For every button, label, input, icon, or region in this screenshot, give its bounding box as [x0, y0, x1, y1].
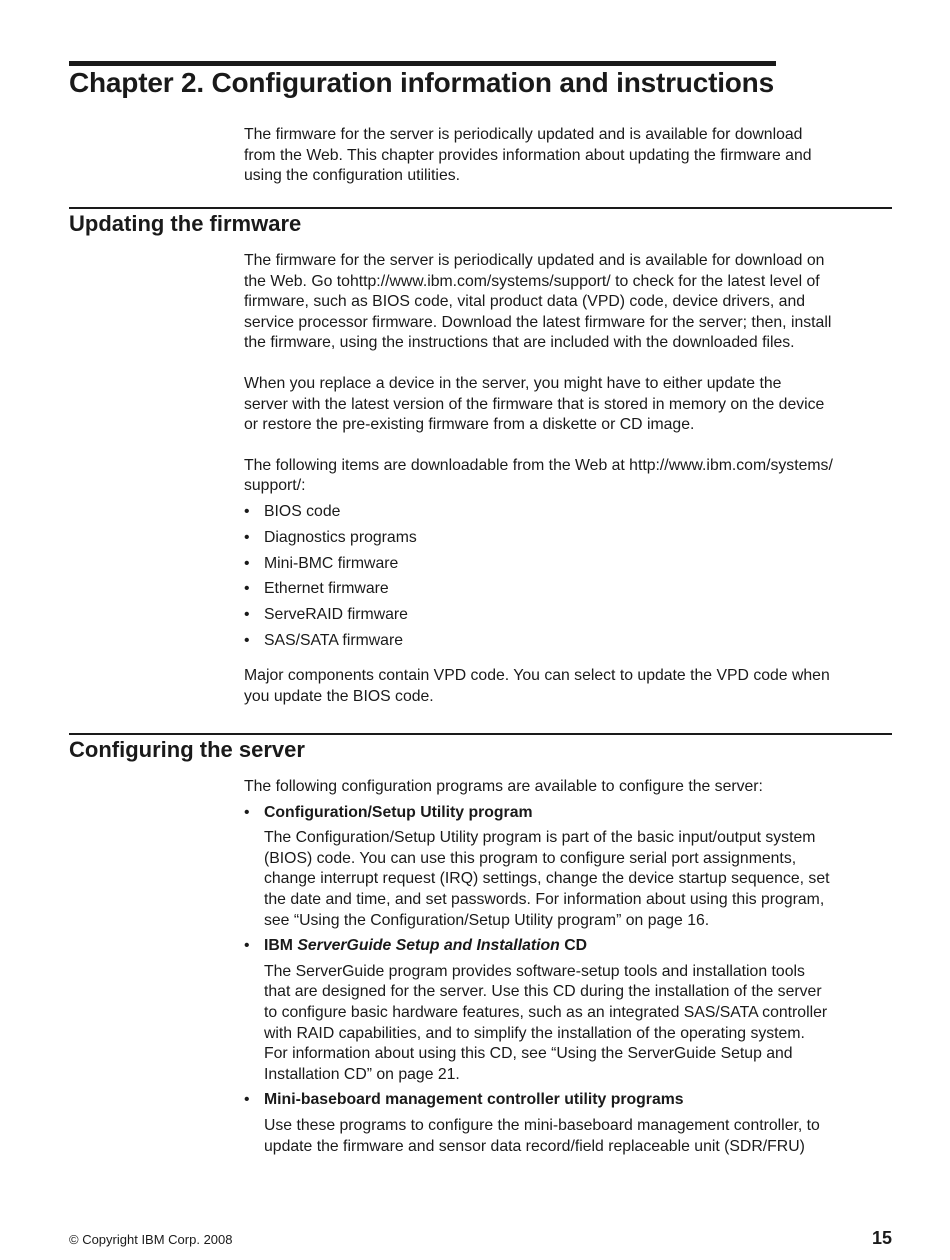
text-line: firmware, such as BIOS code, vital product data (VPD) code, device drivers, and — [244, 293, 806, 311]
heading-italic: ServerGuide Setup and Installation — [297, 937, 560, 955]
text-line: The following configuration programs are available to configure the server: — [244, 778, 763, 795]
chapter-intro — [244, 125, 892, 187]
text-line: you update the BIOS code. — [244, 688, 434, 706]
program-description — [264, 1116, 892, 1157]
page-number: 15 — [871, 1228, 892, 1248]
text-line: the Web. Go tohttp://www.ibm.com/systems/support/ to check for the latest level of — [244, 272, 820, 290]
text-line: support/: — [244, 477, 306, 495]
text-line: the firmware, using the instructions that are included with the downloaded files. — [244, 334, 795, 352]
text-line: The ServerGuide program provides software-setup tools and installation tools — [264, 962, 805, 980]
text-line: that are designed for the server. Use this CD during the installation of the server — [264, 983, 822, 1001]
copyright-notice: © Copyright IBM Corp. 2008 — [69, 1232, 233, 1247]
section-title-configuring: Configuring the server — [69, 737, 305, 762]
bullet: • — [244, 803, 250, 821]
heading-suffix: CD — [559, 937, 588, 955]
list-item: • Mini-BMC firmware — [244, 554, 892, 575]
text-line: server with the latest version of the firmware that is stored in memory on the device — [244, 395, 825, 413]
program-heading — [264, 936, 892, 957]
configuring-section-body — [244, 777, 892, 1162]
text-line: For information about using this CD, see “Using the ServerGuide Setup and — [264, 1045, 793, 1063]
text-line: from the Web. This chapter provides information about updating the firmware and — [244, 146, 812, 164]
section-title-updating: Updating the firmware — [69, 211, 302, 236]
heading-prefix: IBM — [264, 937, 298, 955]
section-rule — [69, 207, 892, 209]
list-item: • Ethernet firmware — [244, 579, 892, 600]
bullet: • — [244, 937, 250, 955]
section-rule — [69, 733, 892, 735]
text-line: service processor firmware. Download the latest firmware for the server; then, install — [244, 313, 832, 331]
text-line: change interrupt request (IRQ) settings, change the device startup sequence, set — [264, 870, 830, 888]
program-item-setup-utility — [244, 803, 892, 932]
program-item-mini-bmc — [244, 1090, 892, 1157]
download-list — [244, 502, 892, 652]
list-item: • SAS/SATA firmware — [244, 631, 892, 652]
program-item-serverguide — [244, 936, 892, 1085]
text-line: The Configuration/Setup Utility program is part of the basic input/output system — [264, 829, 816, 847]
list-item: • BIOS code — [244, 502, 892, 523]
text-line: Installation CD” on page 21. — [264, 1065, 460, 1083]
text-line: Use these programs to configure the mini-baseboard management controller, to — [264, 1116, 820, 1134]
text-line: Major components contain VPD code. You can select to update the VPD code when — [244, 667, 830, 685]
updating-section-body — [244, 251, 892, 708]
chapter-rule — [69, 61, 776, 66]
paragraph — [244, 374, 892, 436]
text-line: with RAID capabilities, and to simplify the installation of the operating system. — [264, 1024, 805, 1042]
program-description — [264, 828, 892, 931]
list-item: • ServeRAID firmware — [244, 605, 892, 626]
chapter-title: Chapter 2. Configuration information and instructions — [69, 67, 774, 98]
text-line: When you replace a device in the server, you might have to either update the — [244, 374, 782, 392]
paragraph — [244, 666, 892, 707]
text-line: The firmware for the server is periodically updated and is available for download on — [244, 252, 825, 269]
paragraph — [244, 456, 892, 497]
list-item: • Diagnostics programs — [244, 528, 892, 549]
text-line: The firmware for the server is periodically updated and is available for download — [244, 126, 803, 143]
paragraph — [244, 777, 892, 798]
text-line: to configure basic hardware features, such as an integrated SAS/SATA controller — [264, 1003, 828, 1021]
bullet: • — [244, 1091, 250, 1109]
text-line: see “Using the Configuration/Setup Utility program” on page 16. — [264, 911, 710, 929]
text-line: using the configuration utilities. — [244, 167, 461, 185]
text-line: The following items are downloadable from the Web at http://www.ibm.com/systems/ — [244, 456, 833, 474]
text-line: or restore the pre-existing firmware from a diskette or CD image. — [244, 416, 695, 434]
text-line: update the firmware and sensor data record/field replaceable unit (SDR/FRU) — [264, 1137, 805, 1155]
program-heading: Mini-baseboard management controller utility programs — [264, 1091, 684, 1109]
paragraph — [244, 251, 892, 354]
program-description — [264, 962, 892, 1086]
program-heading: Configuration/Setup Utility program — [264, 803, 533, 821]
text-line: (BIOS) code. You can use this program to configure serial port assignments, — [264, 849, 797, 867]
text-line: the date and time, and set passwords. For information about using this program, — [264, 890, 825, 908]
